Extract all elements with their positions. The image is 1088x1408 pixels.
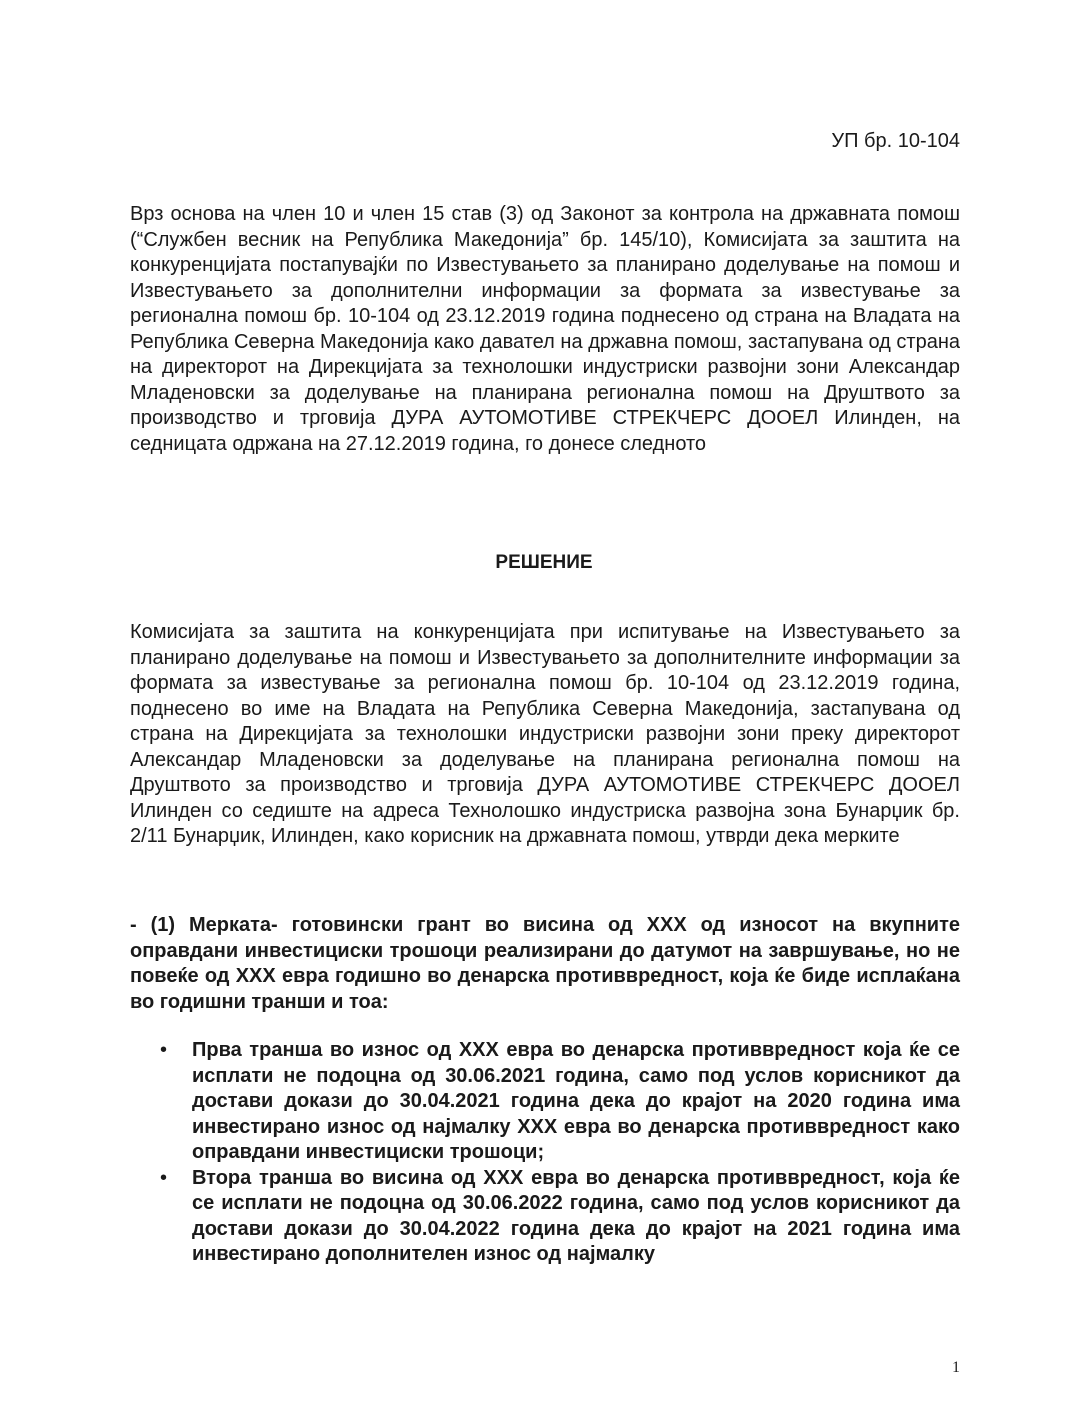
page-number: 1 bbox=[952, 1359, 960, 1376]
decision-heading: РЕШЕНИЕ bbox=[495, 552, 593, 573]
tranche-text: Втора транша во висина од XXX евра во денарска противвредност, која ќе се исплати не подоцна од 30.06.2022 година, само под услов корисникот да достави докази до 30.04.2022 година дека до крајот на 2021 година има инвестирано дополнителен износ од најмалку bbox=[192, 1166, 960, 1265]
measure-paragraph: - (1) Мерката- готовински грант во висина од XXX од износот на вкупните оправдани инвестициски трошоци реализирани до датумот на завршување, но не повеќе од XXX евра годишно во денарска противвредност, која ќе биде исплаќана во годишни транши и тоа: bbox=[130, 914, 960, 1013]
decision-paragraph: Комисијата за заштита на конкуренцијата при испитување на Известувањето за планирано доделување на помош и Известувањето за дополнителните информации за формата за известување за регионална помош бр. 10-104 од 23.12.2019 година, поднесено во име на Владата на Република Северна Македонија, застапувана од страна на Дирекцијата за технолошки индустриски развојни зони преку директорот Александар Младеновски за доделување на планирана регионална помош на Друштвото за производство и трговија ДУРА АУТОМОТИВЕ СТРЕКЧЕРС ДООЕЛ Илинден со седиште на адреса Технолошко индустриска развојна зона Бунарџик бр. 2/11 Бунарџик, Илинден, како корисник на државната помош, утврди дека мерките bbox=[130, 621, 960, 847]
intro-paragraph: Врз основа на член 10 и член 15 став (3) од Законот за контрола на државната помош (“Службен весник на Република Македонија” бр. 145/10), Комисијата за заштита на конкуренцијата постапувајќи по Известувањето за планирано доделување на помош и Известувањето за дополнителни информации за формата за известување за регионална помош бр. 10-104 од 23.12.2019 година поднесено од страна на Владата на Република Северна Македонија како давател на државна помош, застапувана од страна на директорот на Дирекцијата за технолошки индустриски развојни зони Александар Младеновски за доделување на планирана регионална помош на Друштвото за производство и трговија ДУРА АУТОМОТИВЕ СТРЕКЧЕРС ДООЕЛ Илинден, на седницата одржана на 27.12.2019 година, го донесе следното bbox=[130, 203, 960, 455]
tranche-text: Прва транша во износ од XXX евра во денарска противвредност која ќе се исплати не подоцна од 30.06.2021 година, само под услов корисникот да достави докази до 30.04.2021 година дека до крајот на 2020 година има инвестирано износ од најмалку XXX евра во денарска противвредност како оправдани инвестициски трошоци; bbox=[192, 1039, 960, 1163]
tranche-list bbox=[130, 1038, 960, 1268]
document-number: УП бр. 10-104 bbox=[831, 130, 960, 152]
list-item bbox=[130, 1166, 960, 1268]
bullet-icon: • bbox=[160, 1039, 168, 1061]
list-item bbox=[130, 1038, 960, 1166]
bullet-icon: • bbox=[160, 1166, 168, 1189]
